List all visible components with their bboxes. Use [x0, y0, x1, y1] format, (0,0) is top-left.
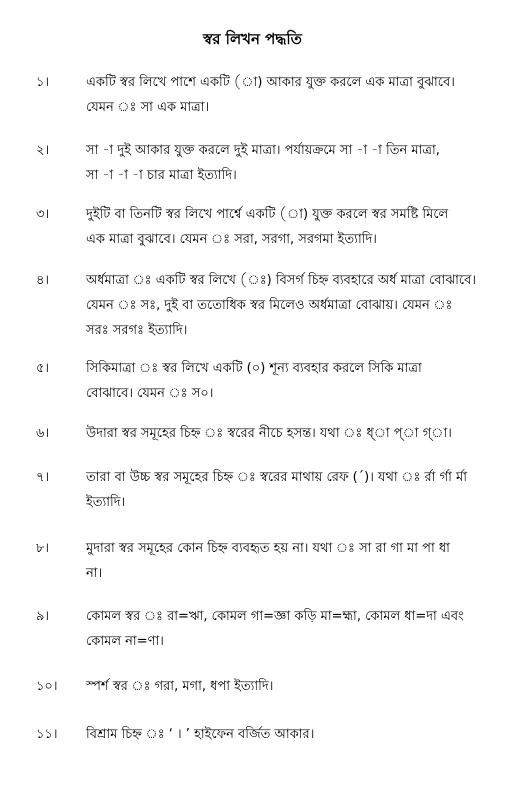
item-text — [86, 268, 495, 343]
item-text — [86, 604, 495, 654]
item-text — [86, 356, 495, 406]
item-line: যেমন ঃ সঃ, দুই বা ততোধিক স্বর মিলেও অর্ধমাত্রা বোঝায়। যেমন ঃ — [86, 298, 453, 313]
item-text — [86, 465, 495, 515]
item-number: ৯। — [36, 609, 50, 624]
item-line: বোঝাবে। যেমন ঃ স০। — [86, 386, 214, 401]
item-line: উদারা স্বর সমূহের চিহ্ন ঃ স্বরের নীচে হসন্ত। যথা ঃ ধ্া প্া গ্া। — [86, 426, 452, 441]
item-line: স্পর্শ স্বর ঃ গরা, মগা, ধপা ইত্যাদি। — [86, 679, 274, 694]
item-text — [86, 674, 495, 699]
item-line: বিশ্রাম চিহ্ন ঃ ‘ । ’ হাইফেন বর্জিত আকার। — [86, 727, 315, 742]
item-text — [86, 202, 495, 252]
item-line: যেমন ঃ সা এক মাত্রা। — [86, 100, 210, 115]
item-line: এক মাত্রা বুঝাবে। যেমন ঃ সরা, সরগা, সরগমা ইত্যাদি। — [86, 232, 377, 247]
item-number: ১০। — [36, 679, 58, 694]
item-line: একটি স্বর লিখে পাশে একটি (া) আকার যুক্ত করলে এক মাত্রা বুঝাবে। — [86, 75, 455, 90]
page-title: স্বর লিখন পদ্ধতি — [203, 30, 302, 48]
item-text — [86, 722, 495, 747]
item-number: ৭। — [36, 470, 50, 485]
item-line: সিকিমাত্রা ঃ স্বর লিখে একটি (০) শূন্য ব্যবহার করলে সিকি মাত্রা — [86, 361, 422, 376]
item-line: অর্ধমাত্রা ঃ একটি স্বর লিখে (ঃ) বিসর্গ চিহ্ন ব্যবহারে অর্ধ মাত্রা বোঝাবে। — [86, 273, 477, 288]
item-number: ২। — [36, 143, 50, 158]
item-number: ৬। — [36, 426, 50, 441]
item-line: কোমল স্বর ঃ রা=ঋা, কোমল গা=জ্ঞা কড়ি মা=হ্মা, কোমল ধা=দা এবং — [86, 609, 464, 624]
item-line: ইত্যাদি। — [86, 495, 126, 510]
item-line: সা -া -া -া চার মাত্রা ইত্যাদি। — [86, 168, 237, 183]
item-line: কোমল না=ণা। — [86, 634, 164, 649]
item-number: ১১। — [36, 727, 58, 742]
item-text — [86, 421, 495, 446]
item-line: তারা বা উচ্চ স্বর সমূহের চিহ্ন ঃ স্বরের মাথায় রেফ (ˊ)। যথা ঃ র্রা র্গা র্মা — [86, 470, 467, 485]
item-text — [86, 536, 495, 586]
item-number: ৫। — [36, 361, 50, 376]
item-number: ৩। — [36, 207, 50, 222]
item-text — [86, 70, 495, 120]
item-line: দুইটি বা তিনটি স্বর লিখে পার্শ্বে একটি (া) যুক্ত করলে স্বর সমষ্টি মিলে — [86, 207, 449, 222]
item-line: মুদারা স্বর সমূহের কোন চিহ্ন ব্যবহৃত হয় না। যথা ঃ সা রা গা মা পা ধা — [86, 541, 450, 556]
item-line: সরঃ সরগঃ ইত্যাদি। — [86, 323, 188, 338]
item-line: সা -া দুই আকার যুক্ত করলে দুই মাত্রা। পর্যায়ক্রমে সা -া -া তিন মাত্রা, — [86, 143, 440, 158]
item-number: ৮। — [36, 541, 50, 556]
item-number: ১। — [36, 75, 50, 90]
item-line: না। — [86, 566, 103, 581]
item-number: ৪। — [36, 273, 50, 288]
item-text — [86, 138, 495, 188]
